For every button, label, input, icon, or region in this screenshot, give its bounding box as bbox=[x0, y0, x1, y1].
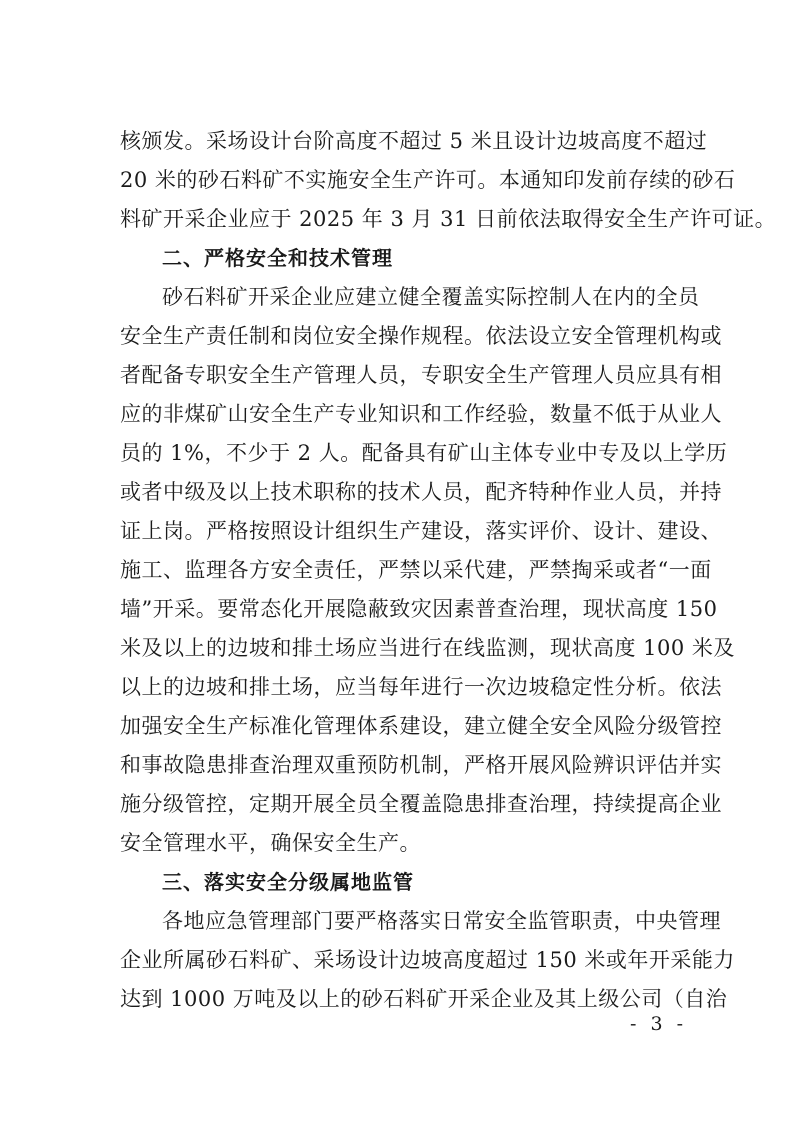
body-line: 20 米的砂石料矿不实施安全生产许可。本通知印发前存续的砂石 bbox=[120, 168, 736, 192]
body-line: 企业所属砂石料矿、采场设计边坡高度超过 150 米或年开采能力 bbox=[120, 948, 735, 972]
body-line: 以上的边坡和排土场，应当每年进行一次边坡稳定性分析。依法 bbox=[120, 675, 722, 699]
body-line: 应的非煤矿山安全生产专业知识和工作经验，数量不低于从业人 bbox=[120, 402, 722, 426]
body-line: 施分级管控，定期开展全员全覆盖隐患排查治理，持续提高企业 bbox=[120, 792, 722, 816]
body-line: 各地应急管理部门要严格落实日常安全监管职责，中央管理 bbox=[162, 909, 721, 933]
body-line: 安全生产责任制和岗位安全操作规程。依法设立安全管理机构或 bbox=[120, 324, 722, 348]
body-line: 施工、监理各方安全责任，严禁以采代建，严禁掏采或者“一面 bbox=[120, 558, 712, 582]
body-line: 员的 1%，不少于 2 人。配备具有矿山主体专业中专及以上学历 bbox=[120, 441, 728, 465]
body-line: 和事故隐患排查治理双重预防机制，严格开展风险辨识评估并实 bbox=[120, 753, 722, 777]
body-line: 证上岗。严格按照设计组织生产建设，落实评价、设计、建设、 bbox=[120, 519, 722, 543]
body-line: 加强安全生产标准化管理体系建设，建立健全安全风险分级管控 bbox=[120, 714, 722, 738]
body-line: 安全管理水平，确保安全生产。 bbox=[120, 831, 421, 855]
body-line: 或者中级及以上技术职称的技术人员，配齐特种作业人员，并持 bbox=[120, 480, 722, 504]
body-line: 核颁发。采场设计台阶高度不超过 5 米且设计边坡高度不超过 bbox=[120, 129, 708, 153]
section-heading-3: 三、落实安全分级属地监管 bbox=[162, 870, 414, 894]
body-line: 砂石料矿开采企业应建立健全覆盖实际控制人在内的全员 bbox=[162, 285, 700, 309]
page-number: - 3 - bbox=[630, 1013, 688, 1035]
body-line: 米及以上的边坡和排土场应当进行在线监测，现状高度 100 米及 bbox=[120, 636, 735, 660]
body-line: 者配备专职安全生产管理人员，专职安全生产管理人员应具有相 bbox=[120, 363, 722, 387]
section-heading-2: 二、严格安全和技术管理 bbox=[162, 246, 393, 270]
body-line: 墙”开采。要常态化开展隐蔽致灾因素普查治理，现状高度 150 bbox=[120, 597, 718, 621]
body-line: 料矿开采企业应于 2025 年 3 月 31 日前依法取得安全生产许可证。 bbox=[120, 207, 777, 231]
body-line: 达到 1000 万吨及以上的砂石料矿开采企业及其上级公司（自治 bbox=[120, 987, 728, 1011]
